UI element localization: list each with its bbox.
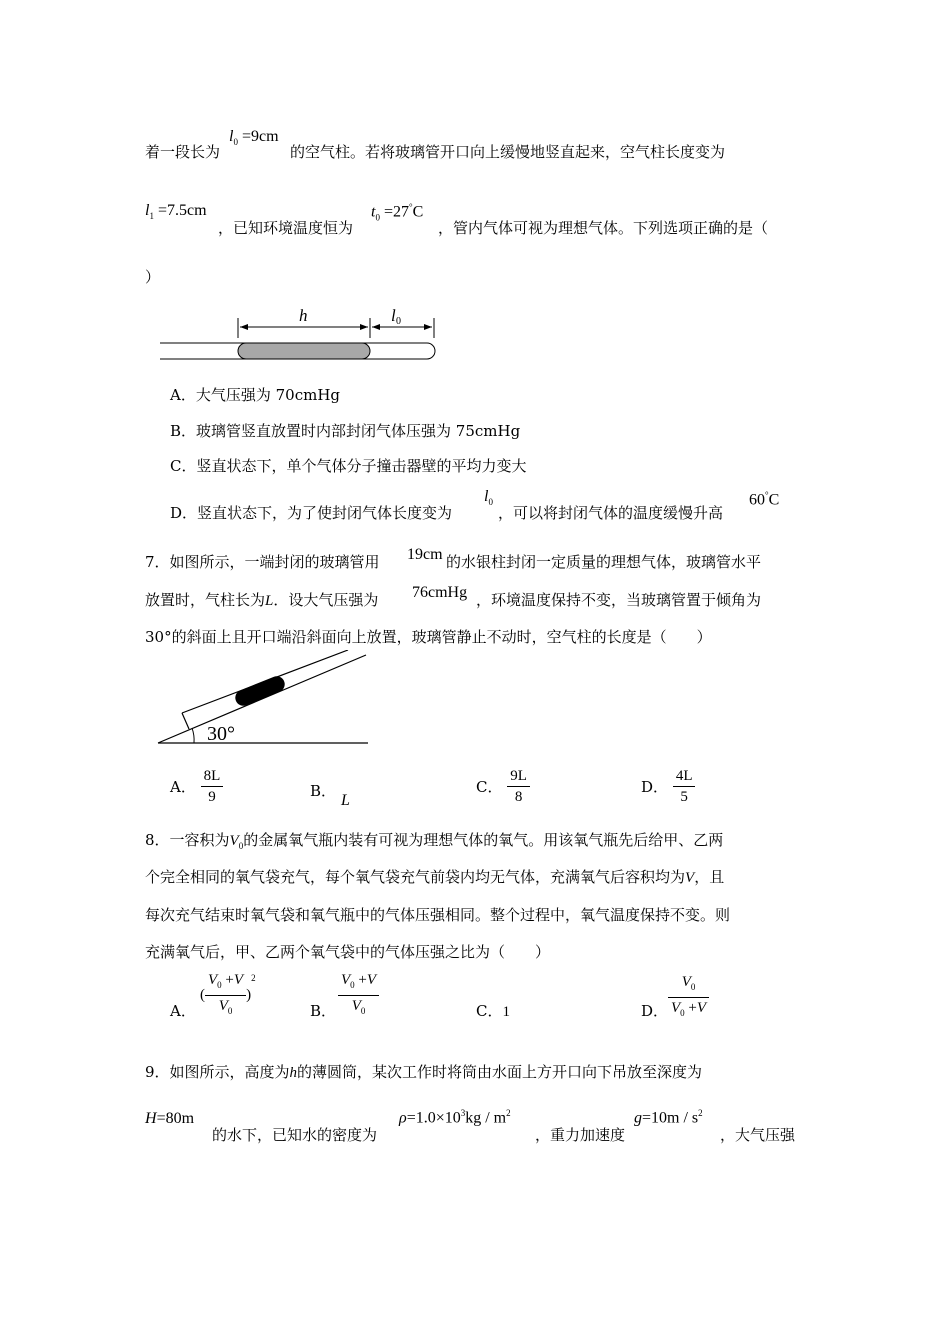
q6-line3: ） bbox=[145, 268, 161, 286]
q8-d-num-sub: 0 bbox=[690, 982, 696, 992]
q9-g-eq: =10m / s bbox=[642, 1109, 699, 1127]
q9-H-eq: =80m bbox=[156, 1110, 195, 1127]
q9-line2-b: ，重力加速度 bbox=[535, 1126, 626, 1144]
q7-line2-post-wrap bbox=[476, 589, 761, 610]
q7-line1-pre: 7．如图所示，一端封闭的玻璃管用 bbox=[145, 553, 380, 571]
arrow-h-left bbox=[240, 324, 248, 330]
q6-l1-sub: 1 bbox=[149, 211, 154, 222]
q7-option-a-label: A． bbox=[170, 778, 196, 796]
q6-line1-pre: 着一段长为 bbox=[145, 143, 221, 161]
q8-d-plus: + bbox=[688, 1000, 697, 1016]
slope-line bbox=[158, 655, 366, 743]
q7-option-b[interactable] bbox=[310, 780, 336, 801]
q8-a-den-sub: 0 bbox=[227, 1006, 233, 1016]
q7-line2-pre: 放置时，气柱长为 bbox=[145, 591, 266, 609]
q6-l1-eq: = bbox=[157, 202, 167, 219]
q8-V0-sub: 0 bbox=[238, 841, 244, 851]
arrow-l0-right bbox=[424, 324, 432, 330]
q8-a-den-V: V bbox=[218, 998, 228, 1014]
q9-rho-pow: 3 bbox=[460, 1108, 466, 1118]
q6-line2-post: ，管内气体可视为理想气体。下列选项正确的是（ bbox=[438, 219, 769, 237]
q7-option-b-text: L bbox=[341, 792, 350, 809]
q8-option-d-formula bbox=[668, 972, 709, 1023]
q6-option-d-pre: D．竖直状态下，为了使封闭气体长度变为 bbox=[170, 504, 453, 522]
q9-line-1 bbox=[145, 1061, 702, 1082]
q6-line2-mid-wrap bbox=[218, 217, 353, 238]
q7-option-b-val bbox=[341, 792, 350, 810]
q6-l1-val: 7.5cm bbox=[166, 202, 207, 219]
q6-l0-eq: = bbox=[241, 128, 251, 145]
q8-line2-post: ，且 bbox=[694, 868, 725, 886]
q6-t0-sub: 0 bbox=[375, 212, 380, 223]
q7-option-d-den: 5 bbox=[680, 789, 688, 805]
q8-option-c-val: 1 bbox=[502, 1004, 510, 1020]
q8-a-num bbox=[205, 970, 246, 996]
q6-l1-var: l bbox=[145, 202, 150, 219]
q6-t0-var: t bbox=[371, 203, 376, 221]
q8-b-den-V: V bbox=[351, 998, 361, 1014]
q6-line2-post-wrap bbox=[438, 217, 768, 238]
q9-line1-pre: 9．如图所示，高度为 bbox=[145, 1063, 290, 1081]
q6-option-d[interactable] bbox=[170, 502, 452, 523]
q6-line-1 bbox=[145, 141, 220, 162]
label-l: l bbox=[391, 306, 396, 325]
q7-line1-post: 的水银柱封闭一定质量的理想气体，玻璃管水平 bbox=[446, 553, 762, 571]
q6-option-c-text: C．竖直状态下，单个气体分子撞击器壁的平均力变大 bbox=[170, 457, 527, 475]
label-l-sub: 0 bbox=[396, 316, 401, 327]
arrow-l0-left bbox=[372, 324, 380, 330]
q8-option-b-formula bbox=[338, 970, 379, 1021]
q8-option-b-label-wrap[interactable] bbox=[310, 1000, 336, 1021]
q8-option-d-label-wrap[interactable] bbox=[641, 1000, 668, 1021]
q8-line2-pre: 个完全相同的氧气袋充气，每个氧气袋充气前袋内均无气体，充满氧气后容积均为 bbox=[145, 868, 686, 886]
q7-option-c[interactable] bbox=[476, 766, 530, 807]
q8-b-frac bbox=[338, 970, 379, 1021]
q8-line1-pre: 8．一容积为 bbox=[145, 831, 230, 849]
q8-a-plus: + bbox=[225, 972, 234, 988]
q7-option-c-den: 8 bbox=[514, 789, 523, 805]
tube-closed-end bbox=[427, 343, 435, 359]
q6-option-a[interactable] bbox=[170, 384, 340, 405]
q9-H-var: H bbox=[145, 1110, 157, 1127]
q6-option-b-text: B．玻璃管竖直放置时内部封闭气体压强为 75cmHg bbox=[170, 422, 521, 440]
q6-t0-formula bbox=[371, 202, 423, 223]
q8-d-den-V: V bbox=[696, 1000, 707, 1016]
arrow-h-right bbox=[360, 324, 368, 330]
q9-rho-formula bbox=[399, 1108, 511, 1127]
q7-line-2 bbox=[145, 589, 378, 610]
q8-line-2 bbox=[145, 866, 724, 887]
q8-a-num-V: V bbox=[233, 972, 244, 988]
q8-option-d-label: D． bbox=[641, 1002, 669, 1020]
q6-option-d-l0 bbox=[484, 488, 493, 507]
q6-line2-mid: ，已知环境温度恒为 bbox=[218, 219, 354, 237]
q7-option-d[interactable] bbox=[641, 766, 695, 807]
q7-option-b-label: B． bbox=[310, 782, 337, 800]
q6-option-c[interactable] bbox=[170, 455, 526, 476]
q9-rho-unit: kg / m bbox=[465, 1109, 507, 1127]
q9-g-var: g bbox=[634, 1109, 642, 1127]
q6-d-l0-var: l bbox=[484, 488, 489, 505]
label-h: h bbox=[299, 306, 308, 325]
tube-closed-end bbox=[182, 713, 189, 729]
q9-line2-a-wrap bbox=[212, 1124, 377, 1145]
q7-option-d-label: D． bbox=[641, 778, 669, 796]
q6-t0-deg: ° bbox=[408, 202, 413, 212]
q6-d-temp-unit: C bbox=[768, 491, 780, 509]
q8-line4: 充满氧气后，甲、乙两个氧气袋中的气体压强之比为（ ） bbox=[145, 943, 551, 961]
q8-d-num-V: V bbox=[681, 974, 691, 990]
q7-line1-post-wrap bbox=[446, 551, 761, 572]
q7-option-d-frac bbox=[673, 766, 696, 807]
q8-b-num-sub: 0 bbox=[350, 980, 355, 990]
q9-line1-post: 的薄圆筒，某次工作时将筒由水面上方开口向下吊放至深度为 bbox=[297, 1063, 703, 1081]
q8-d-frac bbox=[668, 972, 709, 1023]
q8-V0-var: V bbox=[229, 833, 239, 849]
q8-d-den-sub: 0 bbox=[680, 1008, 685, 1018]
q6-line1-post-wrap bbox=[290, 141, 725, 162]
q7-line3: 30°的斜面上且开口端沿斜面向上放置，玻璃管静止不动时，空气柱的长度是（ ） bbox=[145, 628, 712, 646]
q8-line3: 每次充气结束时氧气袋和氧气瓶中的气体压强相同。整个过程中，氧气温度保持不变。则 bbox=[145, 906, 731, 924]
q6-l0-var: l bbox=[229, 128, 234, 145]
q6-option-d-temp bbox=[749, 490, 779, 509]
q7-atm-val: 76cmHg bbox=[412, 584, 468, 601]
q8-a-rparen: ) bbox=[246, 987, 252, 1003]
q9-H-formula bbox=[145, 1110, 194, 1128]
q6-t0-unit: C bbox=[412, 203, 424, 221]
q7-incline-figure bbox=[150, 650, 380, 750]
q8-line-1 bbox=[145, 829, 723, 851]
q8-b-den-sub: 0 bbox=[360, 1006, 366, 1016]
mercury-column bbox=[238, 343, 370, 359]
q9-line2-c: ，大气压强 bbox=[720, 1126, 796, 1144]
q8-option-a-formula bbox=[200, 970, 256, 1021]
angle-arc bbox=[192, 728, 194, 743]
q8-b-plus: + bbox=[358, 972, 367, 988]
q9-rho-var: ρ bbox=[399, 1109, 407, 1127]
q8-V-var: V bbox=[685, 870, 695, 886]
q9-line2-c-wrap bbox=[720, 1124, 795, 1145]
q9-rho-eq: =1.0×10 bbox=[406, 1109, 461, 1127]
q8-a-den bbox=[205, 996, 246, 1021]
q8-a-num-sub: 0 bbox=[217, 980, 222, 990]
q7-mercury-len-val: 19cm bbox=[407, 546, 443, 563]
q6-option-d-mid: ，可以将封闭气体的温度缓慢升高 bbox=[498, 504, 724, 522]
q7-mercury-len bbox=[407, 546, 443, 564]
q8-line-4 bbox=[145, 941, 550, 962]
q7-option-a-den: 9 bbox=[208, 789, 216, 805]
q7-line-1 bbox=[145, 551, 380, 572]
q6-option-d-mid-wrap bbox=[498, 502, 723, 523]
q8-option-a-label-wrap[interactable] bbox=[170, 1000, 196, 1021]
q8-b-num-V: V bbox=[366, 972, 377, 988]
q6-l0-val: 9cm bbox=[250, 128, 279, 145]
q8-d-den bbox=[668, 998, 709, 1023]
q8-a-pow: 2 bbox=[251, 972, 256, 983]
q6-d-l0-sub: 0 bbox=[488, 497, 493, 508]
q8-a-lparen: ( bbox=[200, 987, 205, 1003]
q7-option-c-frac bbox=[507, 766, 530, 807]
q7-atm bbox=[412, 584, 467, 602]
q9-var-h: h bbox=[289, 1065, 298, 1081]
q8-b-den bbox=[338, 996, 379, 1021]
q7-option-c-num: 9L bbox=[507, 766, 530, 787]
q9-rho-unit-pow: 2 bbox=[506, 1108, 511, 1118]
q8-d-den-V0: V bbox=[671, 1000, 681, 1016]
q7-option-c-label: C． bbox=[476, 778, 503, 796]
q7-line-3 bbox=[145, 626, 712, 647]
q8-a-num-V0: V bbox=[208, 972, 218, 988]
q8-option-a-label: A． bbox=[170, 1002, 196, 1020]
q6-option-a-text: A．大气压强为 70cmHg bbox=[170, 386, 340, 404]
q8-d-num bbox=[668, 972, 709, 998]
q7-line2-mid: ．设大气压强为 bbox=[273, 591, 379, 609]
q6-t0-eq: = bbox=[383, 203, 393, 221]
q7-line2-post: ，环境温度保持不变，当玻璃管置于倾角为 bbox=[476, 591, 762, 609]
q6-tube-figure bbox=[155, 300, 455, 370]
q9-g-pow: 2 bbox=[698, 1108, 703, 1118]
q7-option-a[interactable] bbox=[170, 766, 223, 807]
q6-line1-post: 的空气柱。若将玻璃管开口向上缓慢地竖直起来，空气柱长度变为 bbox=[290, 143, 726, 161]
q7-option-a-num: 8L bbox=[201, 766, 224, 787]
q6-d-temp-val: 60 bbox=[749, 491, 765, 509]
q9-g-formula bbox=[634, 1108, 703, 1127]
q7-var-L: L bbox=[265, 593, 274, 609]
q7-option-d-num: 4L bbox=[673, 766, 696, 787]
q6-d-temp-deg: ° bbox=[765, 490, 769, 500]
q6-t0-val: 27 bbox=[392, 203, 409, 221]
angle-label: 30° bbox=[207, 723, 235, 745]
q8-line-3 bbox=[145, 904, 730, 925]
q6-l1-formula bbox=[145, 202, 207, 221]
q8-b-num bbox=[338, 970, 379, 996]
q8-a-frac bbox=[205, 970, 246, 1021]
q6-l0-sub: 0 bbox=[233, 137, 238, 148]
q7-option-a-frac bbox=[201, 766, 224, 807]
q9-line2-a: 的水下，已知水的密度为 bbox=[212, 1126, 378, 1144]
q6-l0-formula bbox=[229, 128, 279, 147]
q9-line2-b-wrap bbox=[535, 1124, 625, 1145]
q8-option-c[interactable] bbox=[476, 1000, 510, 1021]
q6-line-3 bbox=[145, 266, 160, 287]
q8-b-num-V0: V bbox=[341, 972, 351, 988]
mercury-plug bbox=[233, 674, 287, 708]
q6-option-b[interactable] bbox=[170, 420, 520, 441]
q8-option-b-label: B． bbox=[310, 1002, 337, 1020]
q8-option-c-label: C． bbox=[476, 1002, 503, 1020]
q8-line1-post: 的金属氧气瓶内装有可视为理想气体的氧气。用该氧气瓶先后给甲、乙两 bbox=[243, 831, 724, 849]
